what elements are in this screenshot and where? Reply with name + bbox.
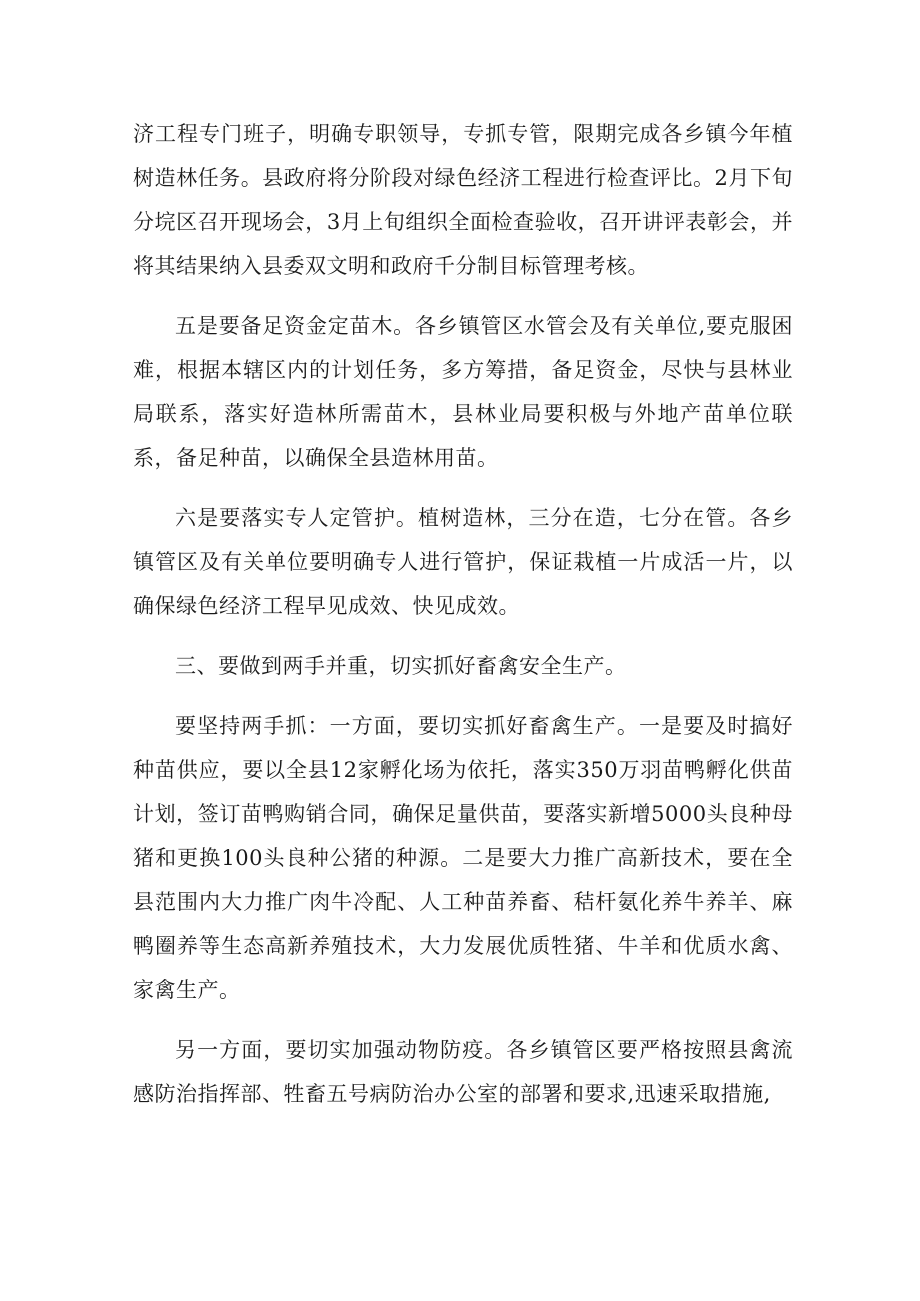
section-heading: 三、要做到两手并重，切实抓好畜禽安全生产。	[175, 654, 627, 678]
paragraph-management: 六是要落实专人定管护。植树造林，三分在造，七分在管。各乡镇管区及有关单位要明确专人进行管护，保证栽植一片成活一片，以确保绿色经济工程早见成效、快见成效。	[133, 506, 793, 618]
paragraph-continuation: 济工程专门班子，明确专职领导，专抓专管，限期完成各乡镇今年植树造林任务。县政府将分阶段对绿色经济工程进行检查评比。2月下旬分垸区召开现场会，3月上旬组织全面检查验收，召开讲评表彰会，并将其结果纳入县委双文明和政府千分制目标管理考核。	[133, 122, 793, 278]
paragraph-gap	[133, 480, 793, 496]
document-body	[133, 112, 793, 1116]
paragraph-gap	[133, 688, 793, 704]
paragraph-gap	[133, 628, 793, 644]
paragraph-epidemic-prevention: 另一方面，要切实加强动物防疫。各乡镇管区要严格按照县禽流感防治指挥部、牲畜五号病防治办公室的部署和要求,迅速采取措施,	[133, 1038, 793, 1106]
paragraph-livestock-production: 要坚持两手抓：一方面，要切实抓好畜禽生产。一是要及时搞好种苗供应，要以全县12家孵化场为依托，落实350万羽苗鸭孵化供苗计划，签订苗鸭购销合同，确保足量供苗，要落实新增5000头良种母猪和更换100头良种公猪的种源。二是要大力推广高新技术，要在全县范围内大力推广肉牛冷配、人工种苗养畜、秸杆氨化养牛养羊、麻鸭圈养等生态高新养殖技术，大力发展优质牲猪、牛羊和优质水禽、家禽生产。	[133, 714, 793, 1002]
paragraph-gap	[133, 288, 793, 304]
paragraph-funds-seedlings: 五是要备足资金定苗木。各乡镇管区水管会及有关单位,要克服困难，根据本辖区内的计划任务，多方筹措，备足资金，尽快与县林业局联系，落实好造林所需苗木，县林业局要积极与外地产苗单位联系，备足种苗，以确保全县造林用苗。	[133, 314, 793, 470]
paragraph-gap	[133, 1012, 793, 1028]
